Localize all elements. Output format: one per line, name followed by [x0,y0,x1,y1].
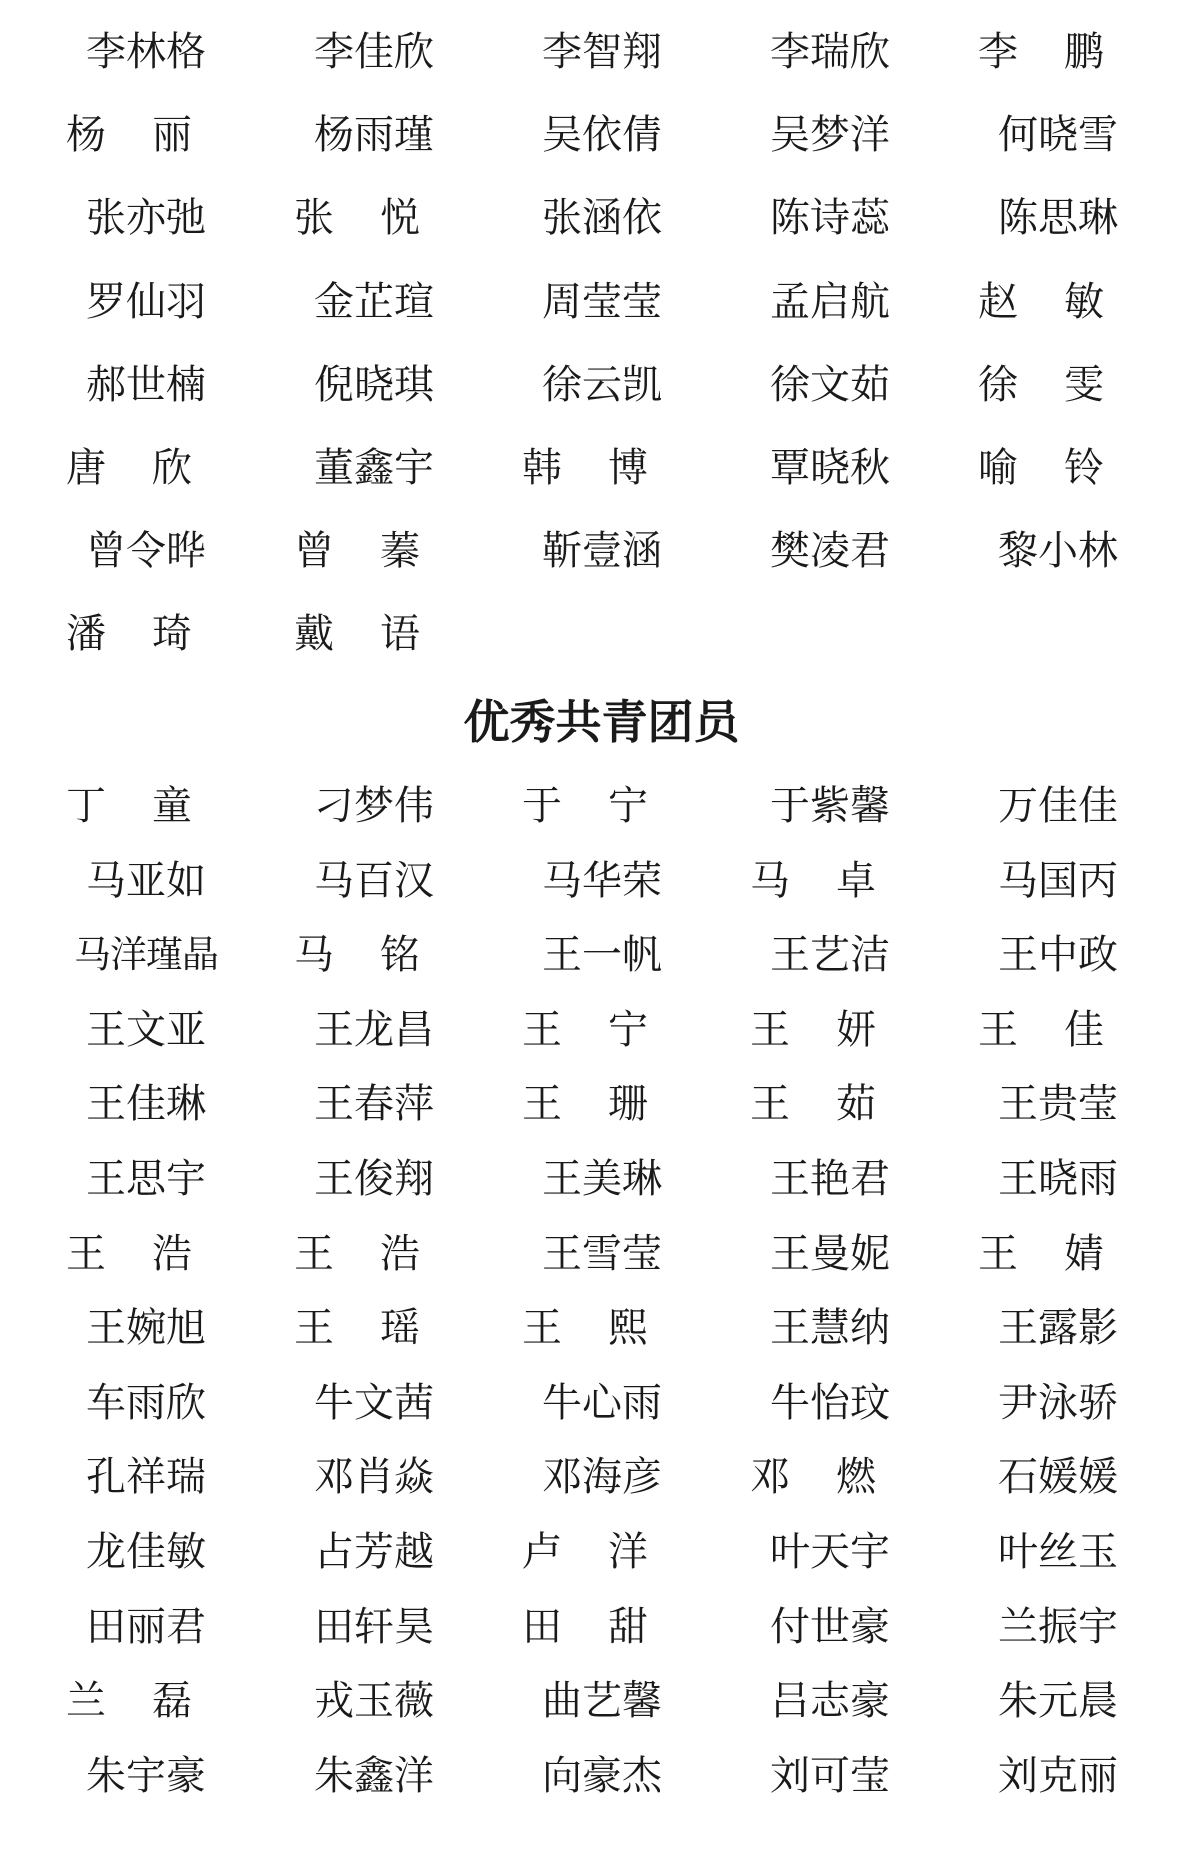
name-row [0,1149,1203,1224]
name-row [0,1447,1203,1522]
person-name: 王婧 [978,1230,1150,1277]
name-row [0,22,1203,105]
person-name: 田甜 [522,1603,694,1650]
person-name: 赵敏 [978,278,1150,325]
person-name: 卢洋 [522,1528,694,1575]
person-name: 王俊翔 [314,1155,434,1202]
person-name: 王佳 [978,1006,1150,1053]
person-name: 韩博 [522,444,694,491]
person-name: 何晓雪 [998,112,1118,159]
name-row [0,1298,1203,1373]
person-name: 王思宇 [86,1155,206,1202]
person-name: 王一帆 [542,932,662,979]
person-name: 马铭 [294,932,466,979]
person-name: 杨丽 [66,112,238,159]
person-name: 李鹏 [978,29,1150,75]
person-name: 于紫馨 [770,783,890,829]
person-name: 董鑫宇 [314,444,434,491]
person-name: 向豪杰 [542,1752,662,1799]
person-name: 陈诗蕊 [770,195,890,242]
person-name: 车雨欣 [86,1379,206,1426]
person-name: 王珊 [522,1081,694,1128]
person-name: 徐文茹 [770,361,890,408]
name-row [0,851,1203,926]
name-row [0,105,1203,188]
person-name: 吴依倩 [542,112,662,159]
person-name: 王慧纳 [770,1305,890,1352]
name-row [0,1597,1203,1672]
name-row [0,1000,1203,1075]
person-name: 王雪莹 [542,1230,662,1277]
name-row [0,188,1203,271]
person-name: 尹泳骄 [998,1379,1118,1426]
person-name: 金芷瑄 [314,278,434,325]
person-name: 黎小林 [998,528,1118,575]
person-name: 陈思琳 [998,195,1118,242]
name-row [0,1671,1203,1746]
person-name: 龙佳敏 [86,1528,206,1575]
name-row [0,1522,1203,1597]
person-name: 付世豪 [770,1603,890,1650]
person-name: 曾令晔 [86,528,206,575]
person-name: 罗仙羽 [86,278,206,325]
person-name: 王露影 [998,1305,1118,1352]
person-name: 曾蓁 [294,528,466,575]
person-name: 郝世楠 [86,361,206,408]
person-name: 马卓 [750,857,922,904]
person-name: 王妍 [750,1006,922,1053]
name-row [0,355,1203,438]
person-name: 吴梦洋 [770,112,890,159]
person-name: 王美琳 [542,1155,662,1202]
person-name: 王佳琳 [86,1081,206,1128]
person-name: 牛怡玟 [770,1379,890,1426]
person-name: 倪晓琪 [314,361,434,408]
person-name: 王春萍 [314,1081,434,1128]
person-name: 刁梦伟 [314,783,434,829]
person-name: 李佳欣 [314,29,434,75]
person-name: 邓燃 [750,1454,922,1501]
person-name: 马国丙 [998,857,1118,904]
person-name: 徐雯 [978,361,1150,408]
person-name: 吕志豪 [770,1678,890,1725]
name-row [0,438,1203,521]
person-name: 兰振宇 [998,1603,1118,1650]
person-name: 牛文茜 [314,1379,434,1426]
section-title: 优秀共青团员 [463,695,740,749]
person-name: 李瑞欣 [770,29,890,75]
person-name: 喻铃 [978,444,1150,491]
person-name: 刘可莹 [770,1752,890,1799]
person-name: 王熙 [522,1305,694,1352]
person-name: 马亚如 [86,857,206,904]
name-grid-top [0,22,1203,688]
name-row [0,925,1203,1000]
person-name: 马洋瑾晶 [74,933,218,977]
person-name: 朱鑫洋 [314,1752,434,1799]
person-name: 王艳君 [770,1155,890,1202]
person-name: 覃晓秋 [770,444,890,491]
person-name: 田丽君 [86,1603,206,1650]
person-name: 张涵依 [542,195,662,242]
person-name: 王文亚 [86,1006,206,1053]
person-name: 王茹 [750,1081,922,1128]
person-name: 唐欣 [66,444,238,491]
person-name: 王艺洁 [770,932,890,979]
name-row [0,521,1203,604]
person-name: 王中政 [998,932,1118,979]
person-name: 张悦 [294,195,466,242]
name-row [0,1373,1203,1448]
person-name: 杨雨瑾 [314,112,434,159]
person-name: 马百汉 [314,857,434,904]
person-name: 马华荣 [542,857,662,904]
person-name: 牛心雨 [542,1379,662,1426]
person-name: 李林格 [86,29,206,75]
person-name: 孔祥瑞 [86,1454,206,1501]
person-name: 于宁 [522,783,694,829]
person-name: 王晓雨 [998,1155,1118,1202]
person-name: 戎玉薇 [314,1678,434,1725]
person-name: 邓海彦 [542,1454,662,1501]
person-name: 占芳越 [314,1528,434,1575]
person-name: 田轩昊 [314,1603,434,1650]
person-name: 李智翔 [542,29,662,75]
name-grid-bottom [0,776,1203,1820]
person-name: 叶天宇 [770,1528,890,1575]
person-name: 王龙昌 [314,1006,434,1053]
person-name: 曲艺馨 [542,1678,662,1725]
person-name: 兰磊 [66,1678,238,1725]
person-name: 周莹莹 [542,278,662,325]
name-row [0,1746,1203,1821]
person-name: 王宁 [522,1006,694,1053]
person-name: 王曼妮 [770,1230,890,1277]
person-name: 朱宇豪 [86,1752,206,1799]
person-name: 樊凌君 [770,528,890,575]
person-name: 靳壹涵 [542,528,662,575]
person-name: 邓肖焱 [314,1454,434,1501]
person-name: 丁童 [66,783,238,829]
person-name: 王浩 [66,1230,238,1277]
person-name: 朱元晨 [998,1678,1118,1725]
person-name: 潘琦 [66,611,238,658]
person-name: 王瑶 [294,1305,466,1352]
person-name: 万佳佳 [998,783,1118,829]
name-row [0,776,1203,851]
name-row [0,1224,1203,1299]
person-name: 徐云凯 [542,361,662,408]
person-name: 石媛媛 [998,1454,1118,1501]
name-row [0,604,1203,687]
person-name: 王浩 [294,1230,466,1277]
person-name: 孟启航 [770,278,890,325]
name-row [0,272,1203,355]
name-row [0,1074,1203,1149]
person-name: 刘克丽 [998,1752,1118,1799]
person-name: 戴语 [294,611,466,658]
person-name: 张亦弛 [86,195,206,242]
person-name: 王贵莹 [998,1081,1118,1128]
person-name: 王婉旭 [86,1305,206,1352]
person-name: 叶丝玉 [998,1528,1118,1575]
